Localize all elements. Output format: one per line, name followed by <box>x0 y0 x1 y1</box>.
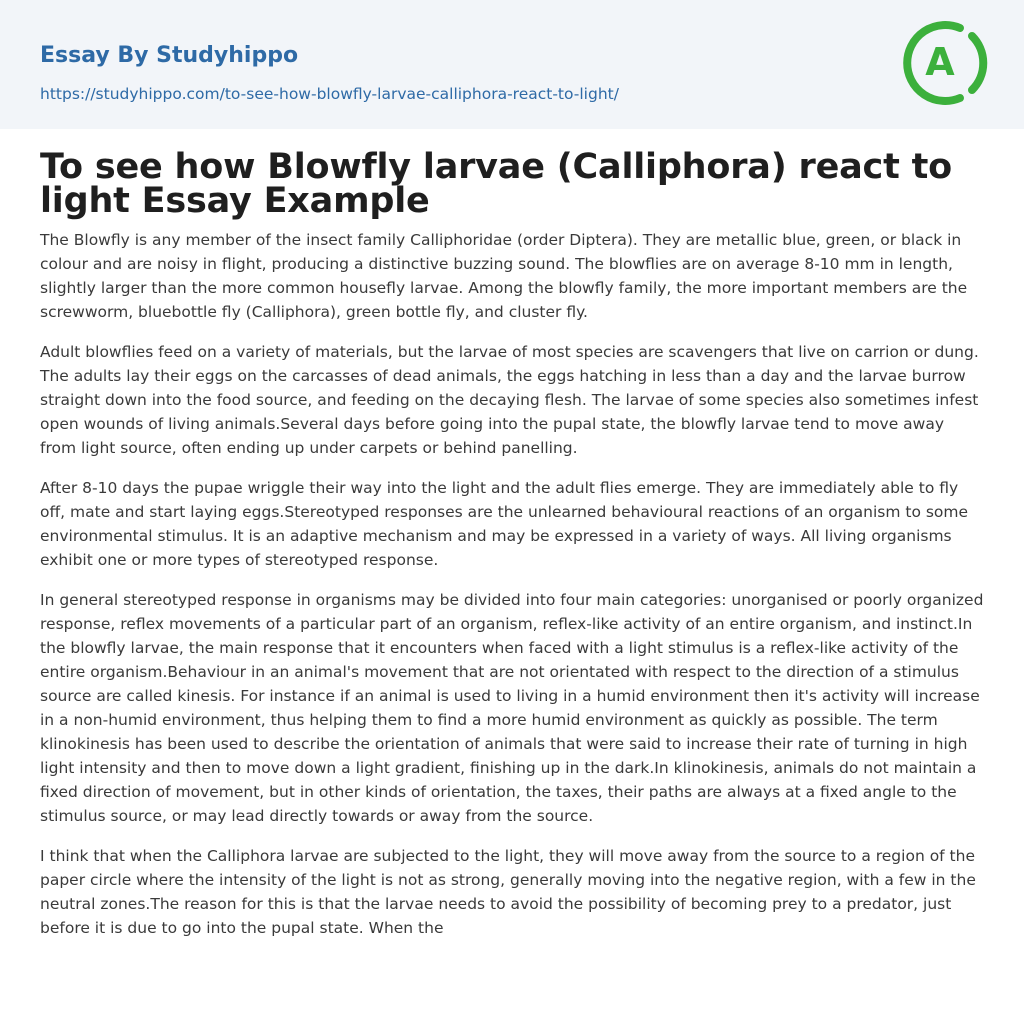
article-body <box>0 147 1024 940</box>
paragraph-1: The Blowfly is any member of the insect family Calliphoridae (order Diptera). They are metallic blue, green, or black in colour and are noisy in flight, producing a distinctive buzzing sound. The blowflies are on average 8-10 mm in length, slightly larger than the more common housefly larvae. Among the blowfly family, the more important members are the screwworm, bluebottle fly (Calliphora), green bottle fly, and cluster fly. <box>40 231 968 321</box>
studyhippo-logo-icon[interactable] <box>898 18 988 108</box>
paragraph-5: I think that when the Calliphora larvae are subjected to the light, they will move away from the source to a region of the paper circle where the intensity of the light is not as strong, generally moving into the negative region, with a few in the neutral zones.The reason for this is that the larvae needs to avoid the possibility of becoming prey to a predator, just before it is due to go into the pupal state. When the <box>40 847 976 937</box>
paragraph-4: In general stereotyped response in organisms may be divided into four main categories: unorganised or poorly organized response, reflex movements of a particular part of an organism, reflex-like activity of an entire organism, and instinct.In the blowfly larvae, the main response that it encounters when faced with a light stimulus is a reflex-like activity of the entire organism.Behaviour in an animal's movement that are not orientated with respect to the direction of a stimulus source are called kinesis. For instance if an animal is used to living in a humid environment then it's activity will increase in a non-humid environment, thus helping them to find a more humid environment as quickly as possible. The term klinokinesis has been used to describe the orientation of animals that were said to increase their rate of turning in high light intensity and then to move down a light gradient, finishing up in the dark.In klinokinesis, animals do not maintain a fixed direction of movement, but in other kinds of orientation, the taxes, their paths are always at a fixed angle to the stimulus source, or may lead directly towards or away from the source. <box>40 591 984 825</box>
paragraph-3: After 8-10 days the pupae wriggle their way into the light and the adult flies emerge. They are immediately able to fly off, mate and start laying eggs.Stereotyped responses are the unlearned behavioural reactions of an organism to some environmental stimulus. It is an adaptive mechanism and may be expressed in a variety of ways. All living organisms exhibit one or more types of stereotyped response. <box>40 479 969 569</box>
site-header <box>0 0 1024 129</box>
logo-letter: A <box>925 40 955 84</box>
article-title: To see how Blowfly larvae (Calliphora) react to light Essay Example <box>40 147 952 221</box>
brand-title[interactable]: Essay By Studyhippo <box>40 43 299 68</box>
paragraph-2: Adult blowflies feed on a variety of materials, but the larvae of most species are scavengers that live on carrion or dung. The adults lay their eggs on the carcasses of dead animals, the eggs hatching in less than a day and the larvae burrow straight down into the food source, and feeding on the decaying flesh. The larvae of some species also sometimes infest open wounds of living animals.Several days before going into the pupal state, the blowfly larvae tend to move away from light source, often ending up under carpets or behind panelling. <box>40 343 979 457</box>
source-url-link[interactable]: https://studyhippo.com/to-see-how-blowfly-larvae-calliphora-react-to-light/ <box>40 85 619 103</box>
